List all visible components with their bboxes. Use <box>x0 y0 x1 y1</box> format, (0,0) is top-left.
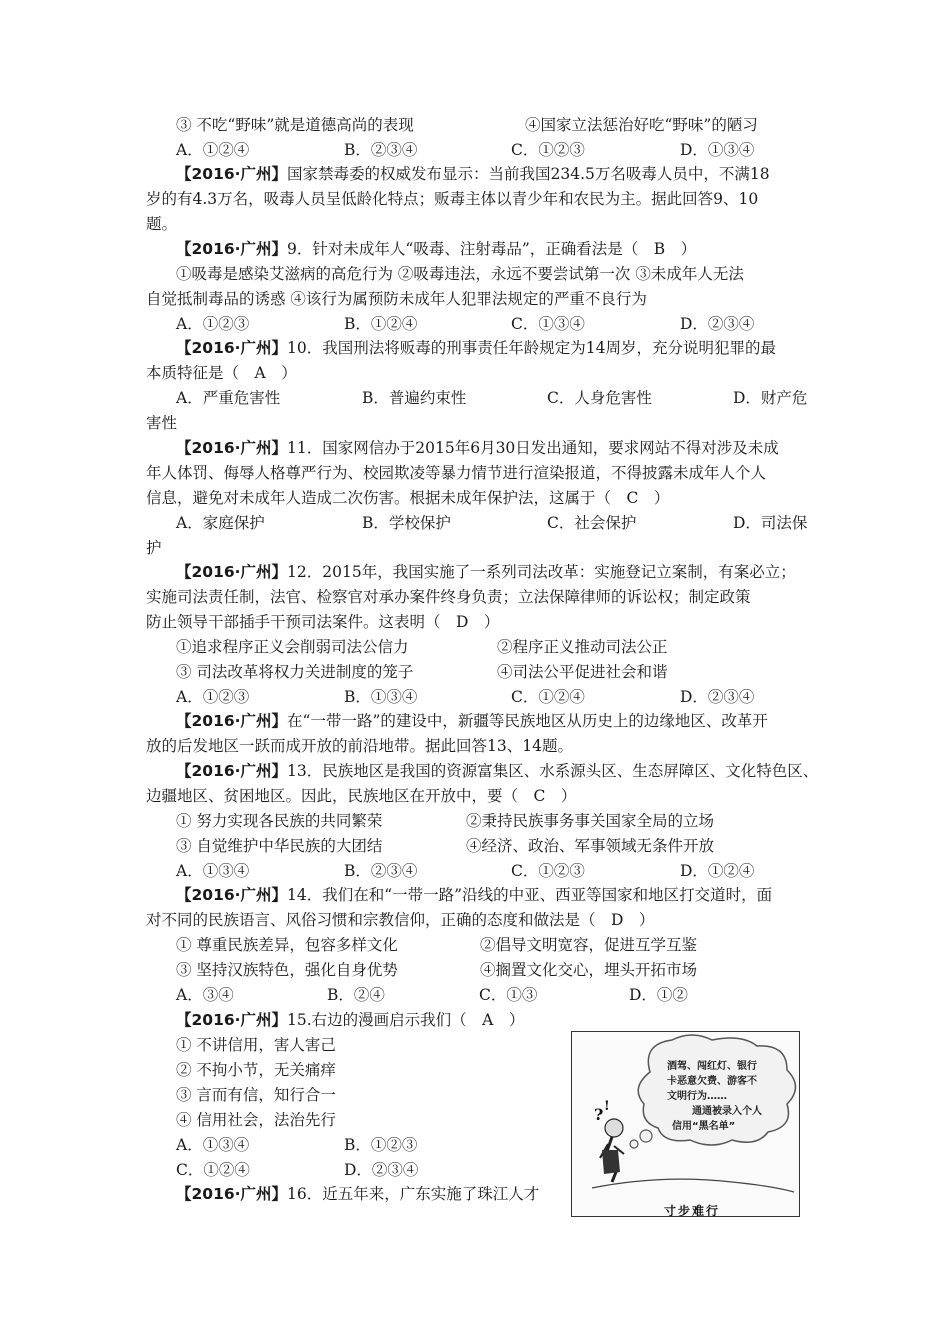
text-line <box>511 138 585 163</box>
text-line <box>146 411 177 436</box>
text-line <box>176 660 413 685</box>
line-text: A．③④ <box>176 986 234 1004</box>
text-line <box>176 859 249 884</box>
text-line <box>176 759 818 784</box>
text-line <box>176 1133 249 1158</box>
line-text: 14．我们在和“一带一路”沿线的中亚、西亚等国家和地区打交道时，面 <box>287 886 773 904</box>
text-line <box>146 536 162 561</box>
text-line <box>176 1058 336 1083</box>
text-line <box>176 685 249 710</box>
line-text: D．①②④ <box>680 862 755 880</box>
text-line <box>176 709 768 734</box>
text-line <box>146 784 576 809</box>
line-text: B．②③④ <box>344 862 418 880</box>
question-source-tag: 【2016·广州】 <box>176 1011 288 1029</box>
line-text: B．①②③ <box>344 1136 418 1154</box>
bubble-line-2: 卡恶意欠费、游客不 <box>667 1076 757 1087</box>
line-text: A．严重危害性 <box>176 389 281 407</box>
line-text: D．司法保 <box>733 514 808 532</box>
text-line <box>146 734 573 759</box>
line-text: 题。 <box>146 215 178 233</box>
text-line <box>176 933 398 958</box>
line-text: ③ 司法改革将权力关进制度的笼子 <box>176 663 414 681</box>
line-text: ① 努力实现各民族的共同繁荣 <box>176 812 383 830</box>
line-text: A．①②④ <box>176 141 250 159</box>
text-line <box>680 138 754 163</box>
text-line <box>146 187 758 212</box>
text-line <box>176 635 409 660</box>
cartoon-caption: 寸步难行 <box>664 1204 721 1217</box>
text-line <box>344 859 417 884</box>
line-text: ①追求程序正义会削弱司法公信力 <box>176 638 409 656</box>
text-line <box>629 983 688 1008</box>
text-line <box>176 1182 539 1207</box>
line-text: ④司法公平促进社会和谐 <box>497 663 668 681</box>
text-line <box>547 386 652 411</box>
text-line <box>146 908 654 933</box>
text-line <box>176 138 249 163</box>
line-text: 护 <box>146 539 162 557</box>
line-text: B．学校保护 <box>362 514 451 532</box>
line-text: ②秉持民族事务事关国家全局的立场 <box>466 812 715 830</box>
line-text: C．①②④ <box>511 688 585 706</box>
text-line <box>344 138 417 163</box>
text-line <box>146 461 766 486</box>
line-text: 年人体罚、侮辱人格尊严行为、校园欺凌等暴力情节进行渲染报道，不得披露未成年人个人 <box>146 464 767 482</box>
text-line <box>344 1133 417 1158</box>
line-text: 12．2015年，我国实施了一系列司法改革：实施登记立案制，有案必立； <box>287 563 796 581</box>
question-source-tag: 【2016·广州】 <box>176 762 288 780</box>
text-line <box>146 486 669 511</box>
svg-text:?: ? <box>594 1105 604 1124</box>
text-line <box>146 361 297 386</box>
line-text: ③ 言而有信，知行合一 <box>176 1086 336 1104</box>
bubble-line-1: 酒驾、闯红灯、银行 <box>667 1061 757 1072</box>
svg-text:!: ! <box>604 1099 610 1114</box>
bubble-line-3: 文明行为…… <box>667 1091 727 1102</box>
text-line <box>680 685 754 710</box>
line-text: ① 尊重民族差异，包容多样文化 <box>176 936 398 954</box>
text-line <box>511 859 585 884</box>
text-line <box>733 511 807 536</box>
line-text: C．①③ <box>479 986 538 1004</box>
line-text: 16．近五年来，广东实施了珠江人才 <box>287 1185 540 1203</box>
question-source-tag: 【2016·广州】 <box>176 339 288 357</box>
text-line <box>146 287 647 312</box>
line-text: 边疆地区、贫困地区。因此，民族地区在开放中，要（ C ） <box>146 787 577 805</box>
line-text: A．①③④ <box>176 1136 250 1154</box>
text-line <box>680 312 754 337</box>
line-text: C．人身危害性 <box>547 389 652 407</box>
line-text: B．①③④ <box>344 688 418 706</box>
question-source-tag: 【2016·广州】 <box>176 886 288 904</box>
line-text: A．①③④ <box>176 862 250 880</box>
line-text: D．①② <box>629 986 688 1004</box>
text-line <box>466 834 714 859</box>
line-text: ②倡导文明宽容，促进互学互鉴 <box>480 936 698 954</box>
line-text: C．①②③ <box>511 862 585 880</box>
line-text: A．家庭保护 <box>176 514 265 532</box>
line-text: A．①②③ <box>176 315 250 333</box>
line-text: ③ 自觉维护中华民族的大团结 <box>176 837 383 855</box>
line-text: B．普遍约束性 <box>362 389 467 407</box>
line-text: D．①③④ <box>680 141 755 159</box>
line-text: D．财产危 <box>733 389 808 407</box>
line-text: ② 不拘小节，无关痛痒 <box>176 1061 336 1079</box>
line-text: 自觉抵制毒品的诱惑 ④该行为属预防未成年人犯罪法规定的严重不良行为 <box>146 290 647 308</box>
text-line <box>176 436 779 461</box>
line-text: ④国家立法惩治好吃“野味”的陋习 <box>525 116 758 134</box>
text-line <box>525 113 758 138</box>
line-text: 15.右边的漫画启示我们（ A ） <box>287 1011 525 1029</box>
line-text: C．①②④ <box>176 1161 250 1179</box>
text-line <box>480 958 697 983</box>
text-line <box>176 162 770 187</box>
text-line <box>146 212 177 237</box>
text-line <box>511 685 585 710</box>
line-text: 国家禁毒委的权威发布显示：当前我国234.5万名吸毒人员中，不满18 <box>287 165 770 183</box>
text-line <box>362 386 466 411</box>
text-line <box>176 312 249 337</box>
text-line <box>176 1108 336 1133</box>
line-text: ②程序正义推动司法公正 <box>497 638 668 656</box>
line-text: ①吸毒是感染艾滋病的高危行为 ②吸毒违法，永远不要尝试第一次 ③未成年人无法 <box>176 265 744 283</box>
text-line <box>733 386 807 411</box>
line-text: ④搁置文化交心，埋头开拓市场 <box>480 961 698 979</box>
line-text: 9．针对未成年人“吸毒、注射毒品”，正确看法是（ B ） <box>287 240 697 258</box>
text-line <box>176 237 696 262</box>
question-source-tag: 【2016·广州】 <box>176 165 288 183</box>
text-line <box>146 585 751 610</box>
text-line <box>176 511 265 536</box>
line-text: 11．国家网信办于2015年6月30日发出通知，要求网站不得对涉及未成 <box>287 439 779 457</box>
text-line <box>176 1083 336 1108</box>
bubble-line-4: 通通被录入个人 <box>692 1106 762 1117</box>
line-text: C．①③④ <box>511 315 585 333</box>
line-text: 防止领导干部插手干预司法案件。这表明（ D ） <box>146 613 500 631</box>
line-text: 10．我国刑法将贩毒的刑事责任年龄规定为14周岁，充分说明犯罪的最 <box>287 339 776 357</box>
bubble-line-5: 信用“黑名单” <box>672 1121 736 1132</box>
text-line <box>176 809 382 834</box>
line-text: ④ 信用社会，法治先行 <box>176 1111 336 1129</box>
text-line <box>497 635 668 660</box>
line-text: 岁的有4.3万名，吸毒人员呈低龄化特点；贩毒主体以青少年和农民为主。据此回答9、10 <box>146 190 759 208</box>
text-line <box>479 983 537 1008</box>
line-text: C．社会保护 <box>547 514 637 532</box>
text-line <box>176 834 382 859</box>
text-line <box>344 312 417 337</box>
line-text: D．②③④ <box>680 688 755 706</box>
text-line <box>176 1008 524 1033</box>
text-line <box>176 983 234 1008</box>
line-text: 在“一带一路”的建设中，新疆等民族地区从历史上的边缘地区、改革开 <box>287 712 768 730</box>
text-line <box>176 1033 336 1058</box>
line-text: B．②④ <box>327 986 385 1004</box>
question-source-tag: 【2016·广州】 <box>176 563 288 581</box>
text-line <box>344 1158 418 1183</box>
line-text: 实施司法责任制，法官、检察官对承办案件终身负责；立法保障律师的诉讼权；制定政策 <box>146 588 751 606</box>
text-line <box>146 610 499 635</box>
text-line <box>327 983 385 1008</box>
text-line <box>176 386 280 411</box>
question-source-tag: 【2016·广州】 <box>176 712 288 730</box>
line-text: B．①②④ <box>344 315 418 333</box>
line-text: C．①②③ <box>511 141 585 159</box>
line-text: ① 不讲信用，害人害己 <box>176 1036 336 1054</box>
text-line <box>176 336 776 361</box>
text-line <box>176 1158 250 1183</box>
line-text: 放的后发地区一跃而成开放的前沿地带。据此回答13、14题。 <box>146 737 573 755</box>
text-line <box>497 660 668 685</box>
line-text: 信息，避免对未成年人造成二次伤害。根据未成年保护法，这属于（ C ） <box>146 489 670 507</box>
line-text: ④经济、政治、军事领域无条件开放 <box>466 837 715 855</box>
text-line <box>480 933 697 958</box>
line-text: ③ 不吃“野味”就是道德高尚的表现 <box>176 116 414 134</box>
text-line <box>176 883 772 908</box>
text-line <box>511 312 585 337</box>
line-text: D．②③④ <box>680 315 755 333</box>
text-line <box>176 113 414 138</box>
line-text: 对不同的民族语言、风俗习惯和宗教信仰，正确的态度和做法是（ D ） <box>146 911 655 929</box>
line-text: 害性 <box>146 414 178 432</box>
question-source-tag: 【2016·广州】 <box>176 439 288 457</box>
line-text: 13．民族地区是我国的资源富集区、水系源头区、生态屏障区、文化特色区、 <box>287 762 819 780</box>
text-line <box>344 685 417 710</box>
text-line <box>680 859 754 884</box>
text-line <box>176 262 744 287</box>
line-text: 本质特征是（ A ） <box>146 364 297 382</box>
question-source-tag: 【2016·广州】 <box>176 240 288 258</box>
text-line <box>176 958 398 983</box>
text-line <box>176 560 796 585</box>
cartoon-illustration <box>571 1031 800 1217</box>
text-line <box>547 511 636 536</box>
question-source-tag: 【2016·广州】 <box>176 1185 288 1203</box>
line-text: ③ 坚持汉族特色，强化自身优势 <box>176 961 398 979</box>
text-line <box>466 809 714 834</box>
text-line <box>362 511 451 536</box>
line-text: D．②③④ <box>344 1161 419 1179</box>
line-text: A．①②③ <box>176 688 250 706</box>
line-text: B．②③④ <box>344 141 418 159</box>
